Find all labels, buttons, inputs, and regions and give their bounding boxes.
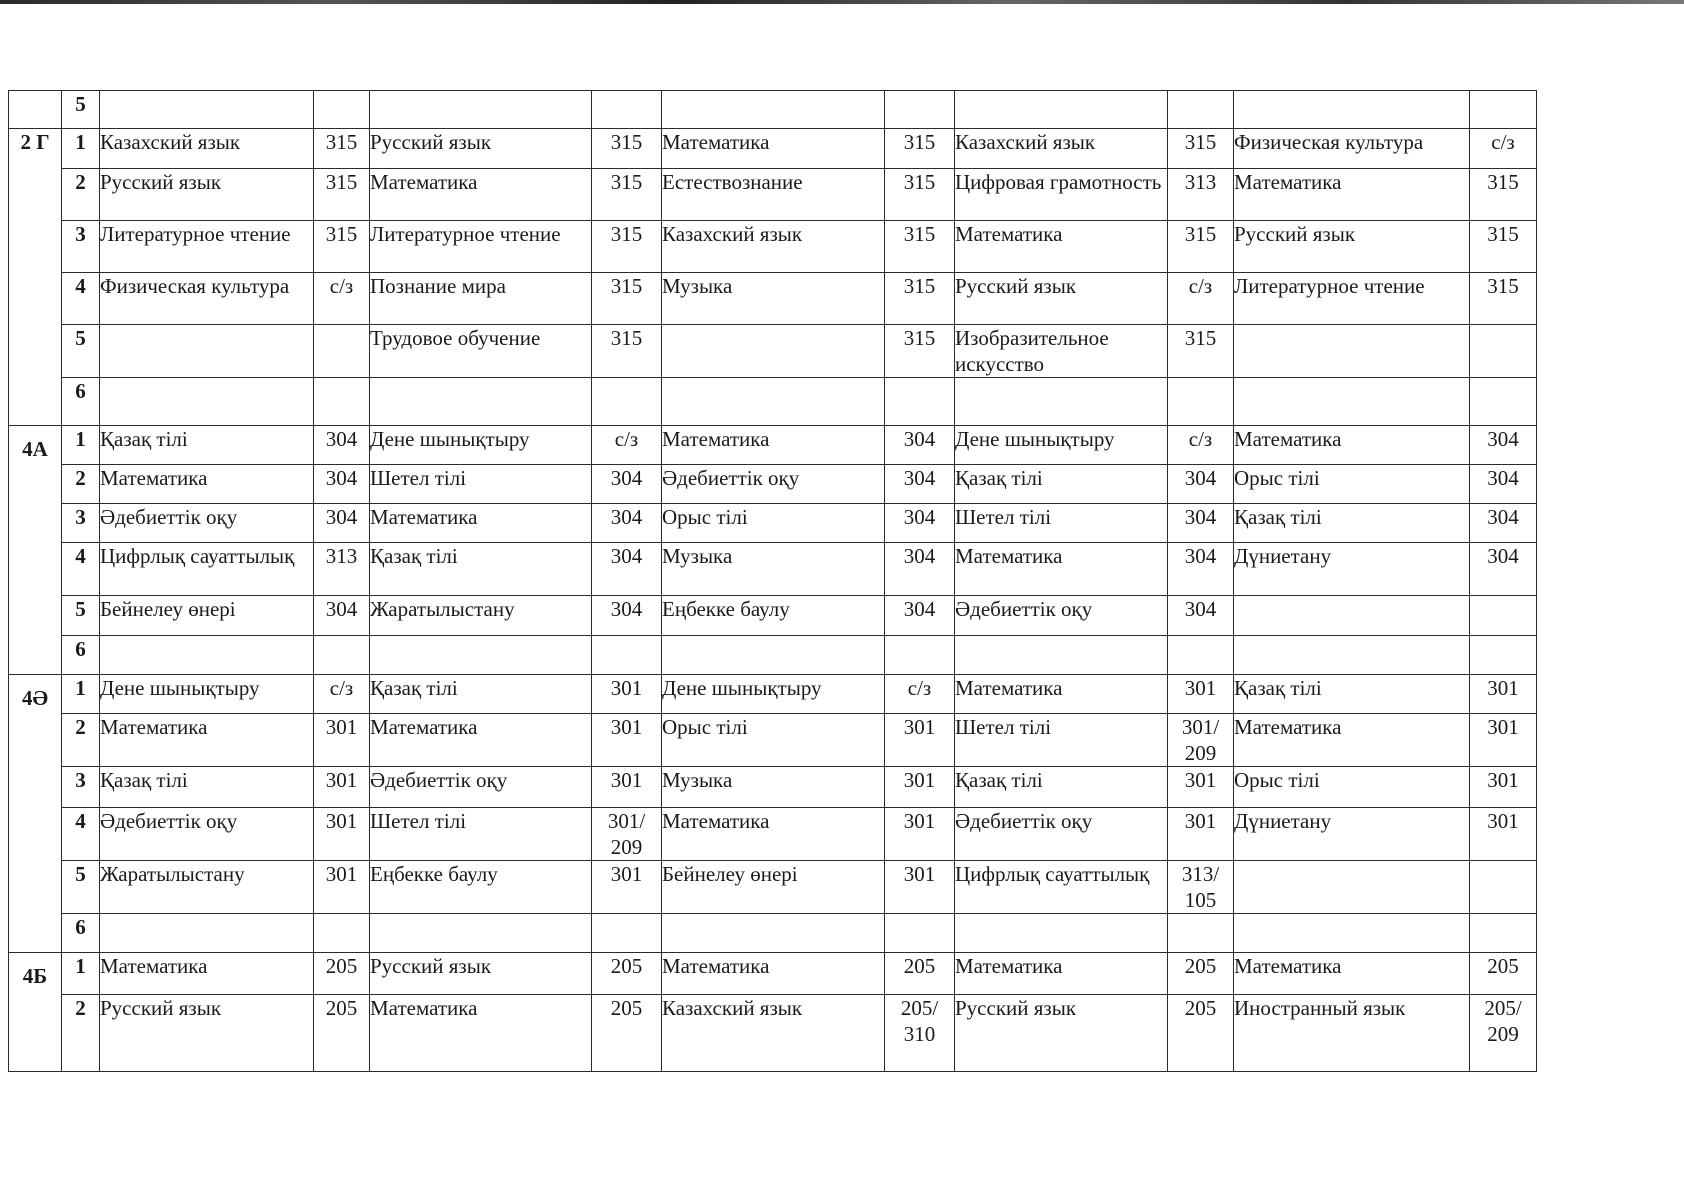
subject-cell: Дене шынықтыру — [955, 426, 1168, 465]
room-cell: с/з — [885, 675, 955, 714]
room-cell: 301 — [314, 861, 370, 914]
subject-cell: Русский язык — [370, 129, 592, 169]
subject-cell: Әдебиеттік оқу — [100, 808, 314, 861]
room-cell — [885, 995, 955, 1072]
lesson-number: 5 — [62, 91, 100, 129]
room-cell — [885, 91, 955, 129]
subject-cell — [1234, 325, 1470, 378]
room-cell: 304 — [592, 504, 662, 543]
room-cell: 304 — [885, 596, 955, 636]
subject-cell — [955, 914, 1168, 953]
subject-cell — [100, 378, 314, 426]
lesson-number: 3 — [62, 504, 100, 543]
lesson-row — [9, 714, 1537, 767]
room-cell: 205 — [885, 953, 955, 995]
subject-cell: Естествознание — [662, 169, 885, 221]
room-cell: 315 — [1168, 221, 1234, 273]
subject-cell — [1234, 861, 1470, 914]
room-cell: 315 — [885, 129, 955, 169]
lesson-row — [9, 953, 1537, 995]
lesson-row — [9, 861, 1537, 914]
room-cell: 315 — [314, 129, 370, 169]
room-cell — [1470, 914, 1537, 953]
room-cell: 301 — [314, 714, 370, 767]
lesson-row — [9, 675, 1537, 714]
room-cell: 304 — [314, 465, 370, 504]
room-cell: 304 — [1168, 504, 1234, 543]
room-cell: 304 — [885, 504, 955, 543]
room-cell: 315 — [592, 169, 662, 221]
room-cell: 304 — [1470, 465, 1537, 504]
room-cell — [592, 378, 662, 426]
lesson-row — [9, 767, 1537, 808]
room-cell: 304 — [885, 543, 955, 596]
room-cell: 301 — [1168, 808, 1234, 861]
subject-cell — [100, 914, 314, 953]
subject-cell — [1234, 378, 1470, 426]
subject-cell: Математика — [370, 169, 592, 221]
room-cell: с/з — [1168, 273, 1234, 325]
room-cell: с/з — [314, 675, 370, 714]
room-cell: 315 — [314, 169, 370, 221]
lesson-row — [9, 808, 1537, 861]
subject-cell: Цифровая грамотность — [955, 169, 1168, 221]
room-cell: 301 — [885, 714, 955, 767]
schedule-table — [8, 90, 1537, 1072]
room-part: 205/ — [900, 996, 939, 1020]
room-cell: 315 — [885, 325, 955, 378]
lesson-row — [9, 273, 1537, 325]
room-cell: 301 — [1470, 675, 1537, 714]
room-cell: 313 — [314, 543, 370, 596]
room-cell: 315 — [885, 273, 955, 325]
class-name: 4Ә — [9, 675, 62, 953]
room-cell — [1168, 91, 1234, 129]
room-cell: 301 — [314, 808, 370, 861]
lesson-number: 1 — [62, 675, 100, 714]
lesson-row — [9, 596, 1537, 636]
subject-cell — [1234, 914, 1470, 953]
subject-cell: Математика — [370, 995, 592, 1072]
lesson-number: 3 — [62, 221, 100, 273]
lesson-number: 2 — [62, 714, 100, 767]
room-cell: 315 — [314, 221, 370, 273]
room-cell: 304 — [314, 504, 370, 543]
subject-cell: Қазақ тілі — [1234, 675, 1470, 714]
subject-cell — [662, 91, 885, 129]
lesson-row — [9, 426, 1537, 465]
room-cell: 301 — [1470, 714, 1537, 767]
subject-cell: Шетел тілі — [955, 714, 1168, 767]
subject-cell — [100, 91, 314, 129]
room-cell: 301 — [314, 767, 370, 808]
subject-cell: Жаратылыстану — [100, 861, 314, 914]
subject-cell: Казахский язык — [955, 129, 1168, 169]
subject-cell: Познание мира — [370, 273, 592, 325]
subject-cell: Бейнелеу өнері — [662, 861, 885, 914]
subject-cell: Казахский язык — [100, 129, 314, 169]
subject-cell: Русский язык — [100, 169, 314, 221]
schedule-body — [9, 91, 1537, 1072]
subject-cell: Әдебиеттік оқу — [955, 808, 1168, 861]
room-cell: 205 — [592, 953, 662, 995]
room-cell — [592, 636, 662, 675]
subject-cell: Музыка — [662, 273, 885, 325]
subject-cell: Русский язык — [955, 995, 1168, 1072]
room-cell: 315 — [1470, 169, 1537, 221]
subject-cell: Математика — [662, 426, 885, 465]
lesson-row — [9, 129, 1537, 169]
subject-cell: Математика — [1234, 169, 1470, 221]
room-cell — [1470, 861, 1537, 914]
room-cell — [1168, 861, 1234, 914]
room-cell — [1470, 636, 1537, 675]
subject-cell: Литературное чтение — [370, 221, 592, 273]
subject-cell: Цифрлық сауаттылық — [100, 543, 314, 596]
room-part: 209 — [610, 835, 643, 859]
lesson-row — [9, 221, 1537, 273]
room-cell — [314, 378, 370, 426]
subject-cell: Қазақ тілі — [370, 675, 592, 714]
subject-cell: Математика — [1234, 426, 1470, 465]
subject-cell: Казахский язык — [662, 995, 885, 1072]
room-cell: 315 — [885, 169, 955, 221]
subject-cell: Математика — [370, 504, 592, 543]
subject-cell: Математика — [100, 465, 314, 504]
lesson-number: 4 — [62, 543, 100, 596]
room-cell — [1168, 914, 1234, 953]
subject-cell: Русский язык — [1234, 221, 1470, 273]
subject-cell — [955, 91, 1168, 129]
room-cell — [592, 914, 662, 953]
subject-cell — [1234, 636, 1470, 675]
room-cell — [1470, 91, 1537, 129]
subject-cell: Қазақ тілі — [1234, 504, 1470, 543]
room-cell: 315 — [1168, 325, 1234, 378]
room-cell: 315 — [1470, 221, 1537, 273]
room-cell — [1168, 714, 1234, 767]
room-cell: 301 — [885, 808, 955, 861]
lesson-row — [9, 91, 1537, 129]
room-cell — [314, 325, 370, 378]
lesson-number: 6 — [62, 636, 100, 675]
subject-cell: Шетел тілі — [955, 504, 1168, 543]
lesson-row — [9, 543, 1537, 596]
lesson-number: 6 — [62, 914, 100, 953]
room-cell: 304 — [1168, 543, 1234, 596]
subject-cell — [955, 378, 1168, 426]
subject-cell: Орыс тілі — [662, 714, 885, 767]
room-cell: 301 — [592, 675, 662, 714]
room-cell: 301 — [885, 767, 955, 808]
subject-cell: Математика — [662, 808, 885, 861]
lesson-number: 5 — [62, 325, 100, 378]
room-cell: 315 — [1168, 129, 1234, 169]
room-cell: 205 — [314, 995, 370, 1072]
subject-cell: Шетел тілі — [370, 465, 592, 504]
lesson-row — [9, 914, 1537, 953]
room-cell: с/з — [1168, 426, 1234, 465]
lesson-number: 2 — [62, 169, 100, 221]
room-cell — [314, 914, 370, 953]
lesson-number: 6 — [62, 378, 100, 426]
room-cell: 205 — [592, 995, 662, 1072]
subject-cell: Қазақ тілі — [100, 767, 314, 808]
room-cell: 315 — [1470, 273, 1537, 325]
subject-cell — [662, 914, 885, 953]
subject-cell: Дене шынықтыру — [662, 675, 885, 714]
subject-cell: Математика — [100, 953, 314, 995]
subject-cell: Математика — [955, 675, 1168, 714]
room-cell: 301 — [592, 861, 662, 914]
room-cell: 304 — [885, 465, 955, 504]
room-cell: 205 — [314, 953, 370, 995]
lesson-number: 1 — [62, 953, 100, 995]
subject-cell: Музыка — [662, 543, 885, 596]
room-cell — [885, 636, 955, 675]
room-cell: 301 — [885, 861, 955, 914]
room-cell: 301 — [592, 714, 662, 767]
subject-cell: Русский язык — [955, 273, 1168, 325]
subject-cell: Орыс тілі — [662, 504, 885, 543]
subject-cell — [370, 91, 592, 129]
room-part: 209 — [1184, 741, 1217, 765]
room-cell: 304 — [1168, 465, 1234, 504]
subject-cell: Русский язык — [370, 953, 592, 995]
room-cell: 205 — [1470, 953, 1537, 995]
subject-cell — [100, 325, 314, 378]
subject-cell: Дене шынықтыру — [370, 426, 592, 465]
subject-cell: Математика — [662, 129, 885, 169]
subject-cell: Дүниетану — [1234, 808, 1470, 861]
lesson-number: 5 — [62, 596, 100, 636]
lesson-row — [9, 504, 1537, 543]
subject-cell: Әдебиеттік оқу — [100, 504, 314, 543]
room-cell: 304 — [1470, 426, 1537, 465]
subject-cell: Математика — [1234, 714, 1470, 767]
subject-cell: Математика — [955, 543, 1168, 596]
room-cell: 313 — [1168, 169, 1234, 221]
subject-cell: Цифрлық сауаттылық — [955, 861, 1168, 914]
lesson-number: 3 — [62, 767, 100, 808]
subject-cell: Орыс тілі — [1234, 767, 1470, 808]
room-cell: 304 — [885, 426, 955, 465]
room-cell: с/з — [314, 273, 370, 325]
room-cell: 304 — [1470, 543, 1537, 596]
room-cell: 315 — [592, 325, 662, 378]
subject-cell: Математика — [1234, 953, 1470, 995]
lesson-number: 2 — [62, 465, 100, 504]
lesson-number: 5 — [62, 861, 100, 914]
subject-cell — [662, 325, 885, 378]
room-cell — [1470, 995, 1537, 1072]
subject-cell: Қазақ тілі — [955, 465, 1168, 504]
subject-cell: Математика — [100, 714, 314, 767]
subject-cell: Еңбекке баулу — [370, 861, 592, 914]
room-cell: 304 — [592, 465, 662, 504]
subject-cell — [1234, 596, 1470, 636]
subject-cell: Әдебиеттік оқу — [955, 596, 1168, 636]
subject-cell: Литературное чтение — [100, 221, 314, 273]
room-cell — [1168, 636, 1234, 675]
subject-cell: Русский язык — [100, 995, 314, 1072]
lesson-number: 1 — [62, 426, 100, 465]
room-cell: 301 — [1168, 675, 1234, 714]
subject-cell — [370, 636, 592, 675]
room-cell: 315 — [592, 129, 662, 169]
room-part: 205/ — [1484, 996, 1522, 1020]
subject-cell: Физическая культура — [100, 273, 314, 325]
room-cell — [1168, 378, 1234, 426]
subject-cell: Қазақ тілі — [955, 767, 1168, 808]
lesson-number: 1 — [62, 129, 100, 169]
subject-cell: Литературное чтение — [1234, 273, 1470, 325]
lesson-row — [9, 325, 1537, 378]
room-cell: 301 — [1470, 808, 1537, 861]
room-cell: 315 — [592, 221, 662, 273]
lesson-row — [9, 995, 1537, 1072]
room-cell: с/з — [1470, 129, 1537, 169]
room-cell: 304 — [314, 596, 370, 636]
room-cell — [1470, 378, 1537, 426]
room-cell — [592, 808, 662, 861]
room-part: 301/ — [1181, 715, 1220, 739]
room-cell — [314, 91, 370, 129]
subject-cell: Қазақ тілі — [370, 543, 592, 596]
subject-cell: Математика — [370, 714, 592, 767]
room-cell: 304 — [1470, 504, 1537, 543]
subject-cell: Музыка — [662, 767, 885, 808]
room-cell: 301 — [1470, 767, 1537, 808]
room-part: 209 — [1487, 1022, 1519, 1046]
lesson-row — [9, 465, 1537, 504]
subject-cell — [662, 378, 885, 426]
room-cell: 304 — [314, 426, 370, 465]
scan-edge-artifact — [0, 0, 1684, 4]
room-part: 310 — [903, 1022, 936, 1046]
subject-cell: Казахский язык — [662, 221, 885, 273]
room-cell: 304 — [592, 543, 662, 596]
room-cell — [885, 914, 955, 953]
subject-cell: Изобразительное искусство — [955, 325, 1168, 378]
subject-cell: Орыс тілі — [1234, 465, 1470, 504]
subject-cell: Иностранный язык — [1234, 995, 1470, 1072]
room-cell: 301 — [592, 767, 662, 808]
lesson-row — [9, 636, 1537, 675]
room-cell: с/з — [592, 426, 662, 465]
room-cell — [1470, 325, 1537, 378]
subject-cell: Бейнелеу өнері — [100, 596, 314, 636]
subject-cell — [662, 636, 885, 675]
subject-cell: Жаратылыстану — [370, 596, 592, 636]
subject-cell: Математика — [662, 953, 885, 995]
subject-cell: Дүниетану — [1234, 543, 1470, 596]
class-name: 4А — [9, 426, 62, 675]
lesson-number: 4 — [62, 273, 100, 325]
subject-cell — [100, 636, 314, 675]
room-cell — [885, 378, 955, 426]
subject-cell: Еңбекке баулу — [662, 596, 885, 636]
room-cell: 304 — [592, 596, 662, 636]
room-cell: 205 — [1168, 995, 1234, 1072]
subject-cell: Физическая культура — [1234, 129, 1470, 169]
subject-cell: Әдебиеттік оқу — [662, 465, 885, 504]
subject-cell — [370, 914, 592, 953]
subject-cell: Әдебиеттік оқу — [370, 767, 592, 808]
lesson-number: 2 — [62, 995, 100, 1072]
lesson-row — [9, 378, 1537, 426]
room-cell: 304 — [1168, 596, 1234, 636]
room-cell: 205 — [1168, 953, 1234, 995]
subject-cell: Математика — [955, 221, 1168, 273]
subject-cell: Математика — [955, 953, 1168, 995]
subject-cell: Дене шынықтыру — [100, 675, 314, 714]
subject-cell — [1234, 91, 1470, 129]
room-cell: 315 — [885, 221, 955, 273]
class-name: 2 Г — [9, 129, 62, 426]
lesson-row — [9, 169, 1537, 221]
room-cell — [314, 636, 370, 675]
room-part: 301/ — [607, 809, 646, 833]
class-cell-continued — [9, 91, 62, 129]
room-cell: 301 — [1168, 767, 1234, 808]
class-name: 4Б — [9, 953, 62, 1072]
lesson-number: 4 — [62, 808, 100, 861]
room-cell — [592, 91, 662, 129]
subject-cell — [955, 636, 1168, 675]
subject-cell: Шетел тілі — [370, 808, 592, 861]
room-part: 105 — [1184, 888, 1217, 912]
room-part: 313/ — [1181, 862, 1220, 886]
subject-cell: Трудовое обучение — [370, 325, 592, 378]
subject-cell: Қазақ тілі — [100, 426, 314, 465]
room-cell: 315 — [592, 273, 662, 325]
room-cell — [1470, 596, 1537, 636]
subject-cell — [370, 378, 592, 426]
